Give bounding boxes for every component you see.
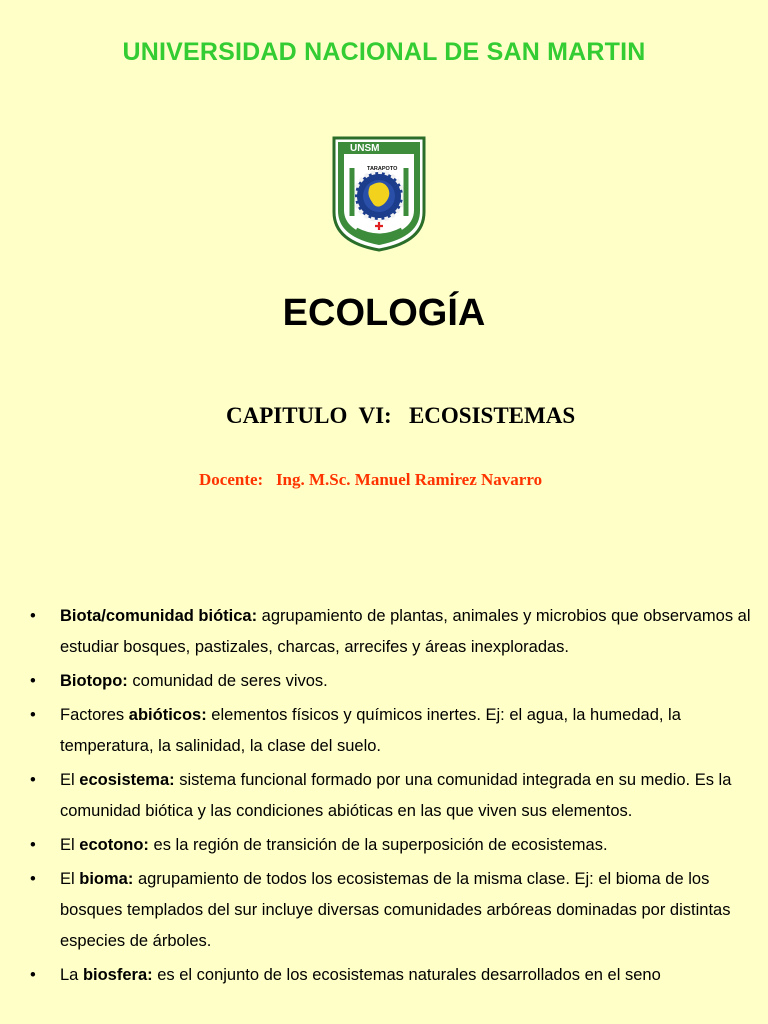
- item-prefix: El: [60, 771, 80, 789]
- logo-city: TARAPOTO: [367, 166, 398, 172]
- item-term: ecosistema:: [79, 771, 175, 789]
- bullet-icon: •: [30, 706, 36, 724]
- chapter-heading: CAPITULO VI: ECOSISTEMAS: [226, 403, 576, 428]
- item-term: biosfera:: [82, 966, 153, 984]
- list-item: [30, 830, 755, 861]
- item-text: es la región de transición de la superposición de ecosistemas.: [148, 836, 608, 854]
- bullet-icon: •: [30, 672, 36, 690]
- item-prefix: Factores: [60, 706, 129, 724]
- list-item: [30, 666, 755, 697]
- bullet-icon: •: [30, 607, 36, 625]
- bullet-icon: •: [30, 966, 36, 984]
- logo-top-letters: UNSM: [350, 143, 380, 154]
- item-text: es el conjunto de los ecosistemas naturales desarrollados en el seno: [152, 966, 661, 984]
- item-prefix: El: [60, 870, 80, 888]
- list-item: [30, 601, 755, 663]
- list-item: [30, 700, 755, 762]
- item-term: ecotono:: [79, 836, 149, 854]
- item-prefix: La: [60, 966, 83, 984]
- item-term: Biota/comunidad biótica:: [60, 607, 258, 625]
- university-logo: [330, 134, 428, 254]
- item-text: agrupamiento de todos los ecosistemas de la misma clase. Ej: el bioma de los bosques templados del sur incluye diversas comunidades arbóreas dominadas por distintas especies de árboles.: [60, 870, 731, 950]
- item-text: agrupamiento de plantas, animales y microbios que observamos al estudiar bosques, pastizales, charcas, arrecifes y áreas inexploradas.: [60, 607, 751, 656]
- list-item: [30, 864, 755, 957]
- bullet-icon: •: [30, 870, 36, 888]
- list-item: [30, 960, 755, 991]
- university-name: UNIVERSIDAD NACIONAL DE SAN MARTIN: [122, 38, 646, 66]
- bullet-icon: •: [30, 836, 36, 854]
- bullet-icon: •: [30, 771, 36, 789]
- teacher-line: Docente: Ing. M.Sc. Manuel Ramirez Navarro: [199, 470, 543, 489]
- item-prefix: El: [60, 836, 80, 854]
- item-text: comunidad de seres vivos.: [127, 672, 328, 690]
- item-term: bioma:: [79, 870, 134, 888]
- item-term: Biotopo:: [60, 672, 128, 690]
- item-text: elementos físicos y químicos inertes. Ej: el agua, la humedad, la temperatura, la salinidad, la clase del suelo.: [60, 706, 681, 755]
- definition-list: [30, 601, 755, 994]
- list-item: [30, 765, 755, 827]
- item-term: abióticos:: [128, 706, 207, 724]
- page-title: ECOLOGÍA: [282, 292, 486, 334]
- item-text: sistema funcional formado por una comunidad integrada en su medio. Es la comunidad biótica y las condiciones abióticas en las que viven sus elementos.: [60, 771, 732, 820]
